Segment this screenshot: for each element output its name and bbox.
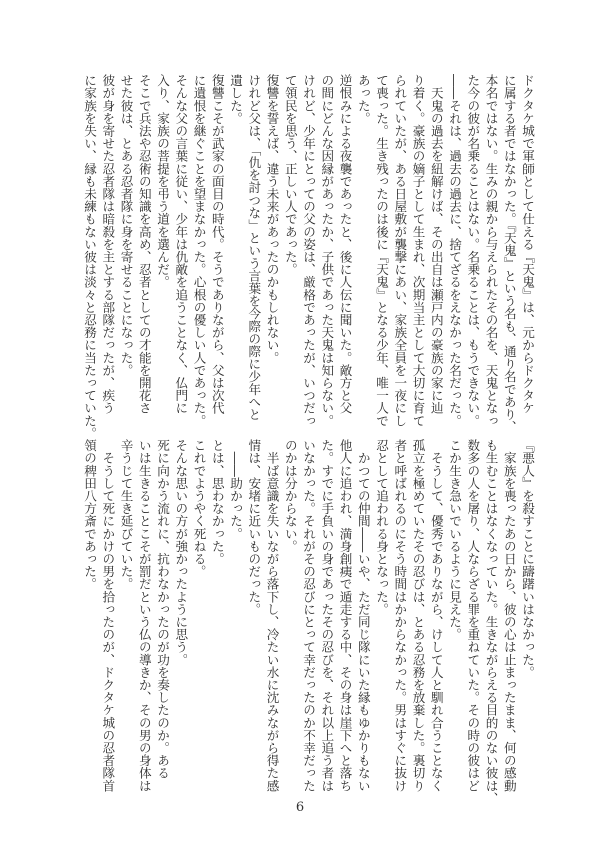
text-line: いは生きることこそが罰だという仏の導きか、その男の身体は <box>136 439 152 792</box>
text-line: た今の彼が名乗ることはない。名乗ることは、もうできない。 <box>465 74 481 427</box>
text-line: 半ば意識を失いながら落下し、冷たい水に沈みながら得た感 <box>264 439 280 792</box>
text-line: て領民を思う、正しい人であった。 <box>282 74 298 276</box>
text-line: せた彼は、とある忍者隊に身を寄せることになった。 <box>118 74 134 377</box>
text-line: 領の稗田八方斎であった。 <box>82 439 97 591</box>
text-line: ――それは、過去の過去に、捨てざるをえなかった名だった。 <box>447 74 462 427</box>
text-line: 者と呼ばれるのにそう時間はかからなかった。男はすぐに抜け <box>392 439 408 792</box>
text-line: り着く。豪族の嫡子として生まれ、次期当主として大切に育て <box>410 74 426 427</box>
text-line: 死に向かう流れに、抗わなかったのが功を奏したのか。ある <box>155 439 170 780</box>
text-line: 『悪人』を殺すことに躊躇いはなかった。 <box>520 439 535 679</box>
text-line: 辛うじて生き延びていた。 <box>118 439 134 591</box>
text-line: ――助かった。 <box>228 439 243 540</box>
text-line: 天鬼の過去を紐解けば、その出自は瀬戸内の豪族の家に辿 <box>428 74 444 415</box>
text-line: 本名ではない。生みの親から与えられたその名を、天鬼となっ <box>483 74 499 427</box>
text-line: あった。 <box>355 74 371 125</box>
text-line: 遺した。 <box>228 74 243 125</box>
text-line: そんな父の言葉に従い、少年は仇敵を追うことなく、仏門に <box>173 74 189 415</box>
text-line: に遺恨を継ぐことを望まなかった。心根の優しい人であった。 <box>191 74 207 427</box>
text-line: とは、思わなかった。 <box>209 439 225 565</box>
text-line: 忍として追われる身となった。 <box>374 439 389 616</box>
text-line: 入り、家族の菩提を弔う道を選んだ。 <box>155 74 170 289</box>
text-line: 復讐を誓えば、違う未来があったのかもしれない。 <box>264 74 280 364</box>
text-line: られていたが、ある日屋敷が襲撃にあい、家族全員を一夜にし <box>392 74 408 427</box>
text-line: かつての仲間――いや、ただ同じ隊にいた縁もゆかりもない <box>355 439 371 792</box>
text-line: 家族を喪ったあの日から、彼の心は止まったまま、何の感動 <box>501 439 517 792</box>
text-line: 数多の人を屠り、人ならざる罪を重ねていた。その時の彼はど <box>465 439 481 792</box>
text-line: の間にどんな因縁があったか、子供であった天鬼は知らない。 <box>319 74 335 427</box>
text-line: に属する者ではなかった。『天鬼』という名も、通り名であり、 <box>501 74 517 434</box>
text-line: けれど父は、「仇を討つな」という言葉を今際の際に少年へと <box>246 74 262 421</box>
text-line: こか生き急いでいるように見えた。 <box>447 439 462 641</box>
text-line: に家族を失い、縁も未練もない彼は淡々と忍務に当たっていた。 <box>82 74 97 440</box>
text-line: 彼が身を寄せた忍者隊は暗殺を主とする部隊だったが、疾う <box>100 74 116 415</box>
text-line: これでようやく死ねる。 <box>191 439 207 578</box>
text-line: いなかった。それがその忍びにとって幸だったのか不幸だった <box>301 439 316 792</box>
text-line: 他人に追われ、満身創痍で遁走する中、その身は崖下へと落ち <box>337 439 353 792</box>
text-line: 孤立を極めていたその忍びは、とある忍務を放棄した。裏切り <box>410 439 426 792</box>
text-line: のかは分からない。 <box>282 439 298 553</box>
text-line: そんな思いの方が強かったように思う。 <box>173 439 189 666</box>
text-line: そこで兵法や忍術の知識を高め、忍者としての才能を開花さ <box>136 74 152 415</box>
text-line: そうして、優秀でありながら、けして人と馴れ合うことなく <box>428 439 444 792</box>
text-line: ドクタケ城で軍師として仕える『天鬼』は、元からドクタケ <box>520 74 535 415</box>
text-block-bottom <box>74 439 536 805</box>
text-line: けれど、少年にとっての父の姿は、厳格であったが、いつだっ <box>301 74 316 427</box>
text-line: も生むことはなくなっていた。生きながらえる目的のない彼は、 <box>483 439 499 805</box>
text-line: 逆恨みによる夜襲であったと、後に人伝に聞いた。敵方と父 <box>337 74 353 415</box>
text-line: て喪った。生き残ったのは後に『天鬼』となる少年、唯一人で <box>374 74 389 427</box>
text-block-top <box>74 74 536 440</box>
text-line: 情は、安堵に近いものだった。 <box>246 439 262 616</box>
text-line: そうして死にかけの男を拾ったのが、ドクタケ城の忍者隊首 <box>100 439 116 792</box>
page-number: 6 <box>295 800 305 815</box>
text-line: 復讐こそが武家の面目の時代。そうでありながら、父は次代 <box>209 74 225 415</box>
text-line: た。すでに手負いの身であったその忍びを、それ以上追う者は <box>319 439 335 792</box>
